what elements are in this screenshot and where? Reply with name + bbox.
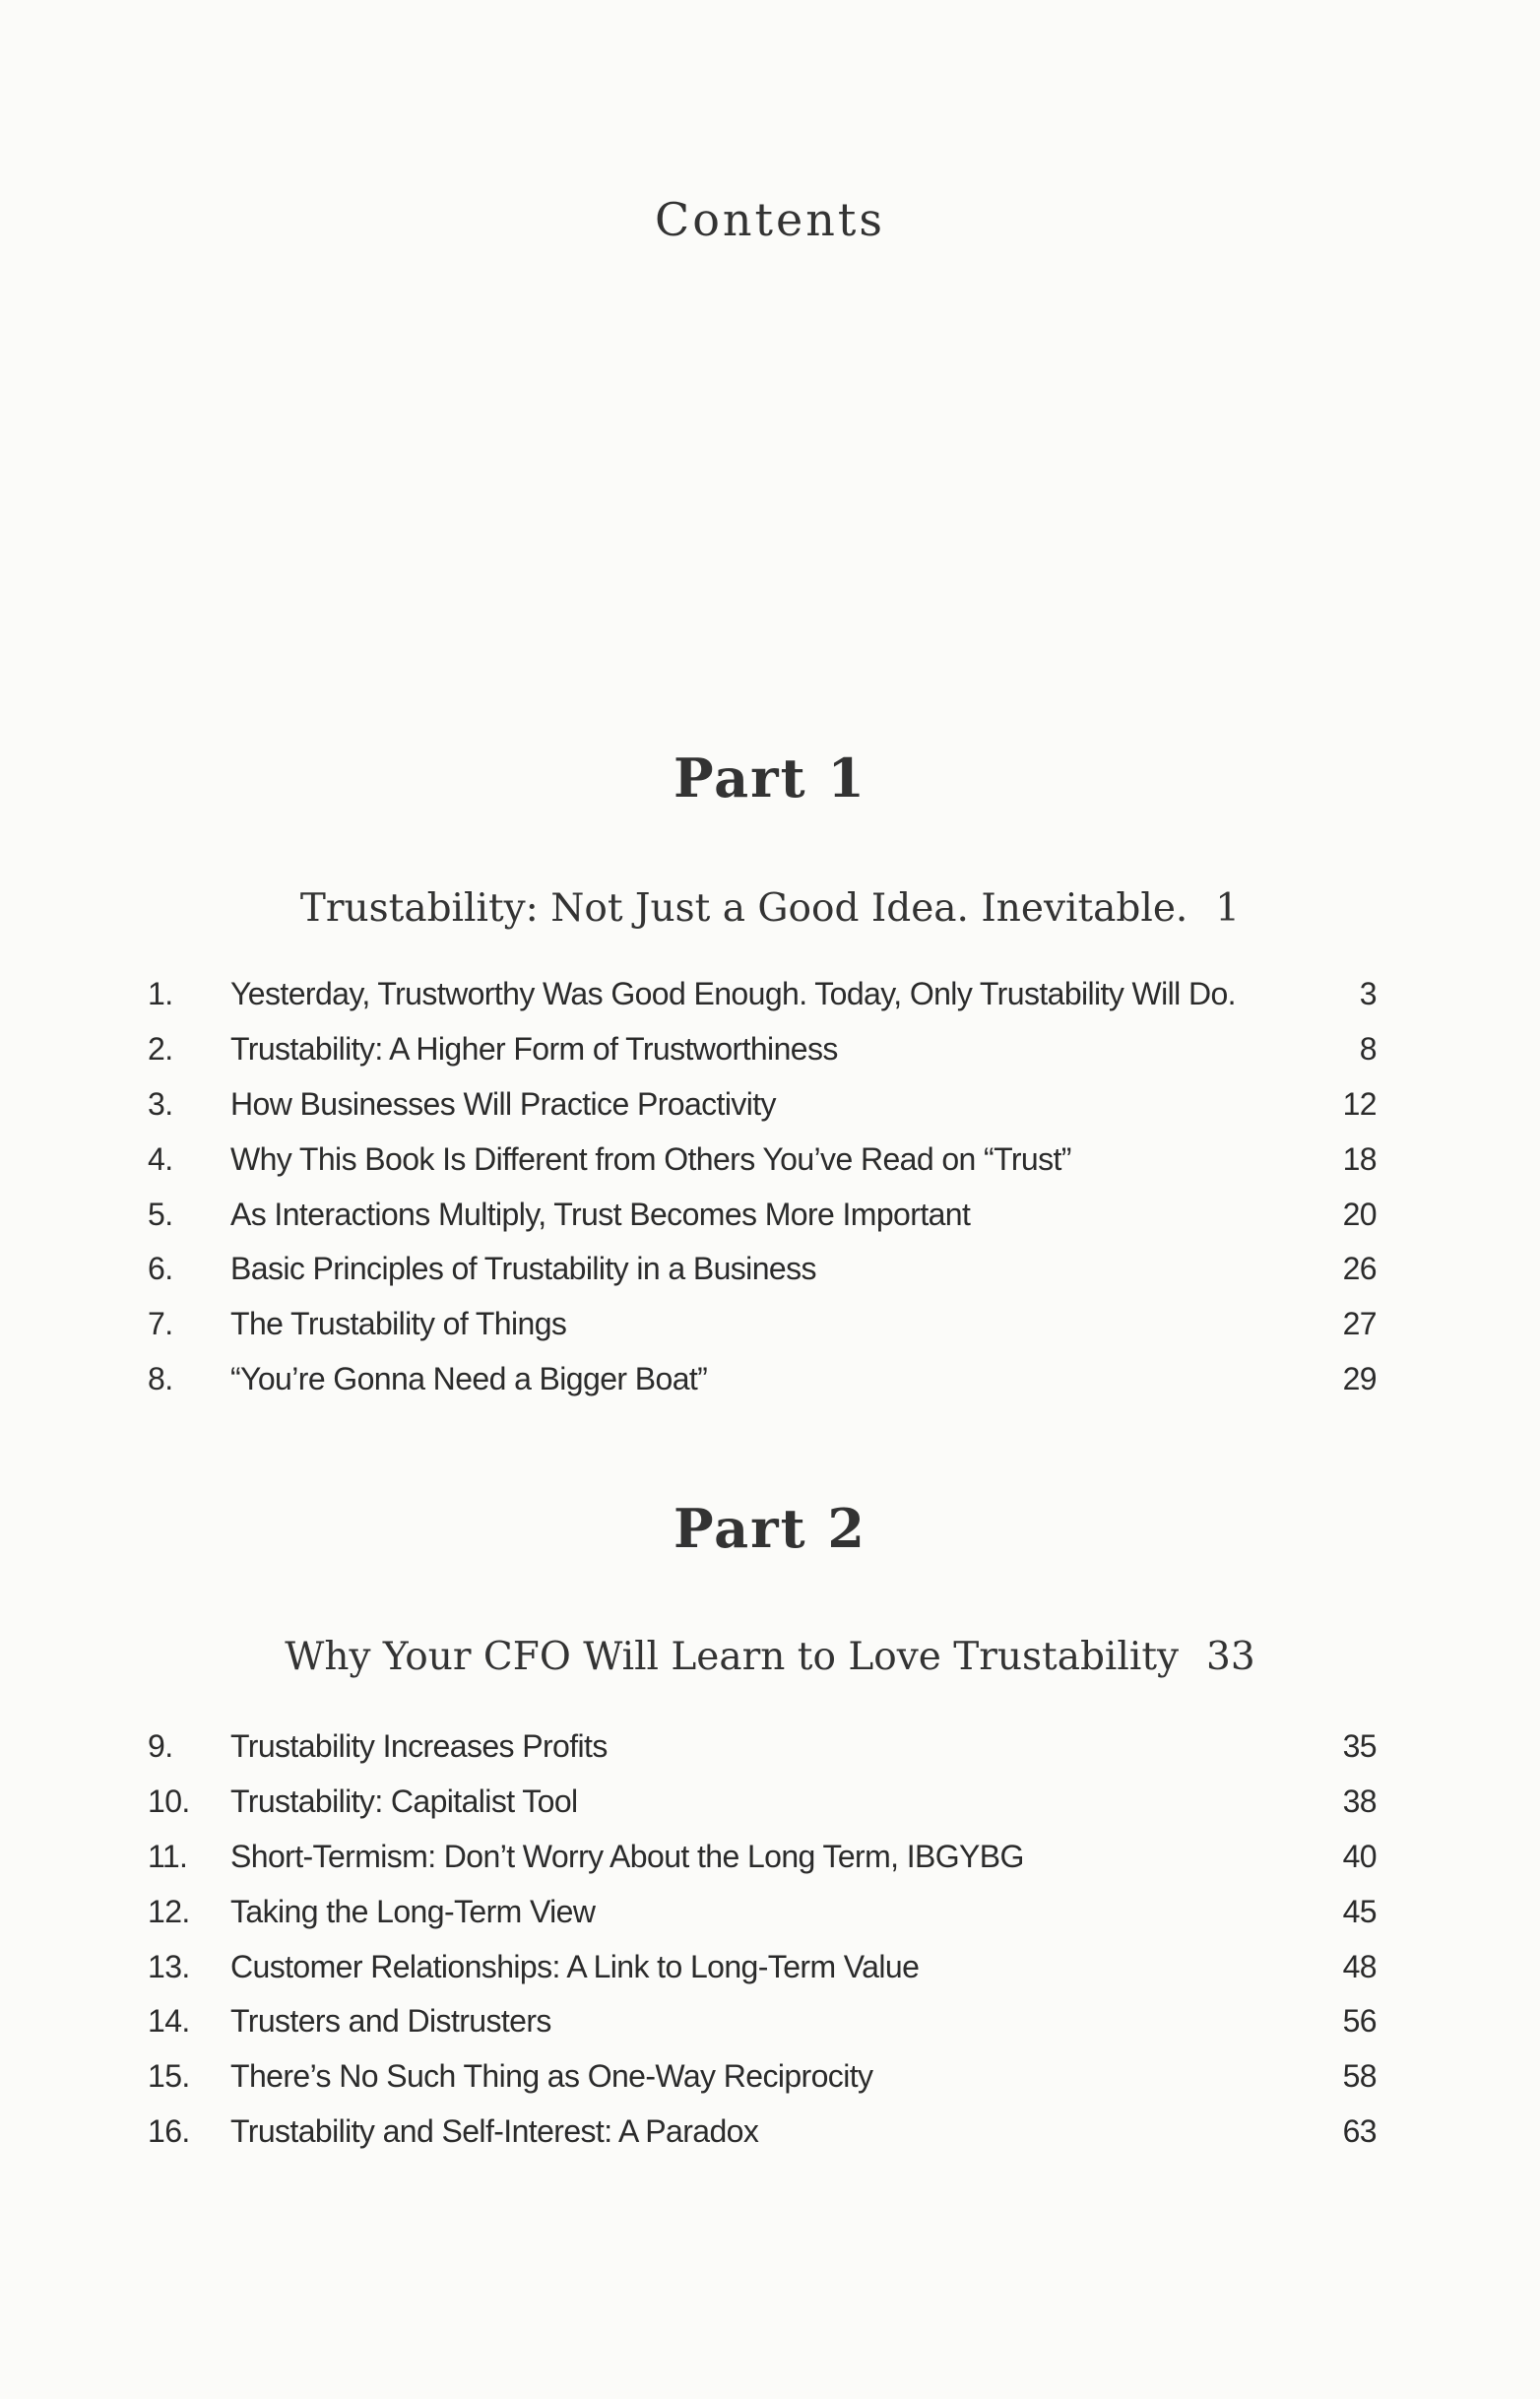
chapter-number: 3. [148, 1085, 173, 1122]
part-2-chapter-list [148, 1719, 1377, 2159]
chapter-page-number: 35 [1342, 1728, 1377, 1765]
toc-entry [148, 1132, 1377, 1187]
chapter-title: Trustability Increases Profits [230, 1728, 608, 1765]
toc-entry [148, 1884, 1377, 1939]
chapter-number: 14. [148, 2003, 190, 2040]
page-title: Contents [655, 193, 885, 246]
chapter-title: Taking the Long-Term View [230, 1893, 596, 1929]
part-page-number: 33 [1206, 1635, 1255, 1679]
toc-entry [148, 1242, 1377, 1297]
toc-entry [148, 1352, 1377, 1407]
toc-entry [148, 1994, 1377, 2049]
part-2-subtitle [0, 1635, 1540, 1679]
part-1-heading: Part 1 [674, 746, 866, 810]
toc-entry [148, 1775, 1377, 1830]
part-subtitle-text: Trustability: Not Just a Good Idea. Inevitable. [299, 886, 1188, 931]
chapter-page-number: 58 [1342, 2058, 1377, 2095]
chapter-title: How Businesses Will Practice Proactivity [230, 1085, 776, 1122]
toc-entry [148, 2049, 1377, 2105]
chapter-number: 11. [148, 1838, 188, 1874]
chapter-number: 2. [148, 1031, 173, 1068]
part-subtitle-text: Why Your CFO Will Learn to Love Trustability [285, 1635, 1180, 1679]
chapter-number: 16. [148, 2112, 190, 2149]
toc-entry [148, 1077, 1377, 1133]
chapter-page-number: 56 [1342, 2003, 1377, 2040]
chapter-title: Basic Principles of Trustability in a Business [230, 1251, 816, 1287]
chapter-number: 5. [148, 1196, 173, 1232]
toc-entry [148, 1187, 1377, 1242]
toc-entry [148, 2105, 1377, 2160]
part-2-heading: Part 2 [674, 1497, 866, 1560]
part-1-subtitle [0, 886, 1540, 931]
chapter-number: 1. [148, 976, 173, 1012]
chapter-title: The Trustability of Things [230, 1306, 567, 1342]
chapter-number: 9. [148, 1728, 173, 1765]
chapter-page-number: 63 [1342, 2112, 1377, 2149]
chapter-page-number: 48 [1342, 1948, 1377, 1984]
part-1-chapter-list [148, 967, 1377, 1406]
chapter-title: Trustability and Self-Interest: A Paradox [230, 2112, 759, 2149]
chapter-number: 15. [148, 2058, 190, 2095]
chapter-title: Customer Relationships: A Link to Long-Term Value [230, 1948, 920, 1984]
chapter-number: 10. [148, 1783, 190, 1820]
chapter-page-number: 27 [1342, 1306, 1377, 1342]
toc-entry [148, 1022, 1377, 1077]
chapter-number: 7. [148, 1306, 173, 1342]
chapter-page-number: 8 [1359, 1031, 1377, 1068]
chapter-title: Trustability: Capitalist Tool [230, 1783, 578, 1820]
chapter-title: Why This Book Is Different from Others You’ve Read on “Trust” [230, 1140, 1071, 1177]
chapter-title: Trustability: A Higher Form of Trustworthiness [230, 1031, 838, 1068]
toc-entry [148, 967, 1377, 1022]
chapter-title: As Interactions Multiply, Trust Becomes More Important [230, 1196, 971, 1232]
chapter-number: 6. [148, 1251, 173, 1287]
chapter-title: “You’re Gonna Need a Bigger Boat” [230, 1360, 708, 1396]
chapter-page-number: 12 [1342, 1085, 1377, 1122]
toc-entry [148, 1830, 1377, 1885]
chapter-page-number: 40 [1342, 1838, 1377, 1874]
chapter-title: Trusters and Distrusters [230, 2003, 551, 2040]
chapter-page-number: 3 [1359, 976, 1377, 1012]
toc-entry [148, 1297, 1377, 1352]
chapter-number: 8. [148, 1360, 173, 1396]
chapter-title: There’s No Such Thing as One-Way Reciprocity [230, 2058, 873, 2095]
chapter-page-number: 45 [1342, 1893, 1377, 1929]
chapter-title: Short-Termism: Don’t Worry About the Long Term, IBGYBG [230, 1838, 1024, 1874]
toc-entry [148, 1939, 1377, 1994]
toc-entry [148, 1719, 1377, 1775]
chapter-number: 13. [148, 1948, 190, 1984]
chapter-page-number: 20 [1342, 1196, 1377, 1232]
chapter-number: 4. [148, 1140, 173, 1177]
chapter-page-number: 29 [1342, 1360, 1377, 1396]
chapter-page-number: 38 [1342, 1783, 1377, 1820]
chapter-title: Yesterday, Trustworthy Was Good Enough. Today, Only Trustability Will Do. [230, 976, 1236, 1012]
chapter-page-number: 18 [1342, 1140, 1377, 1177]
part-page-number: 1 [1215, 886, 1241, 931]
chapter-number: 12. [148, 1893, 190, 1929]
chapter-page-number: 26 [1342, 1251, 1377, 1287]
